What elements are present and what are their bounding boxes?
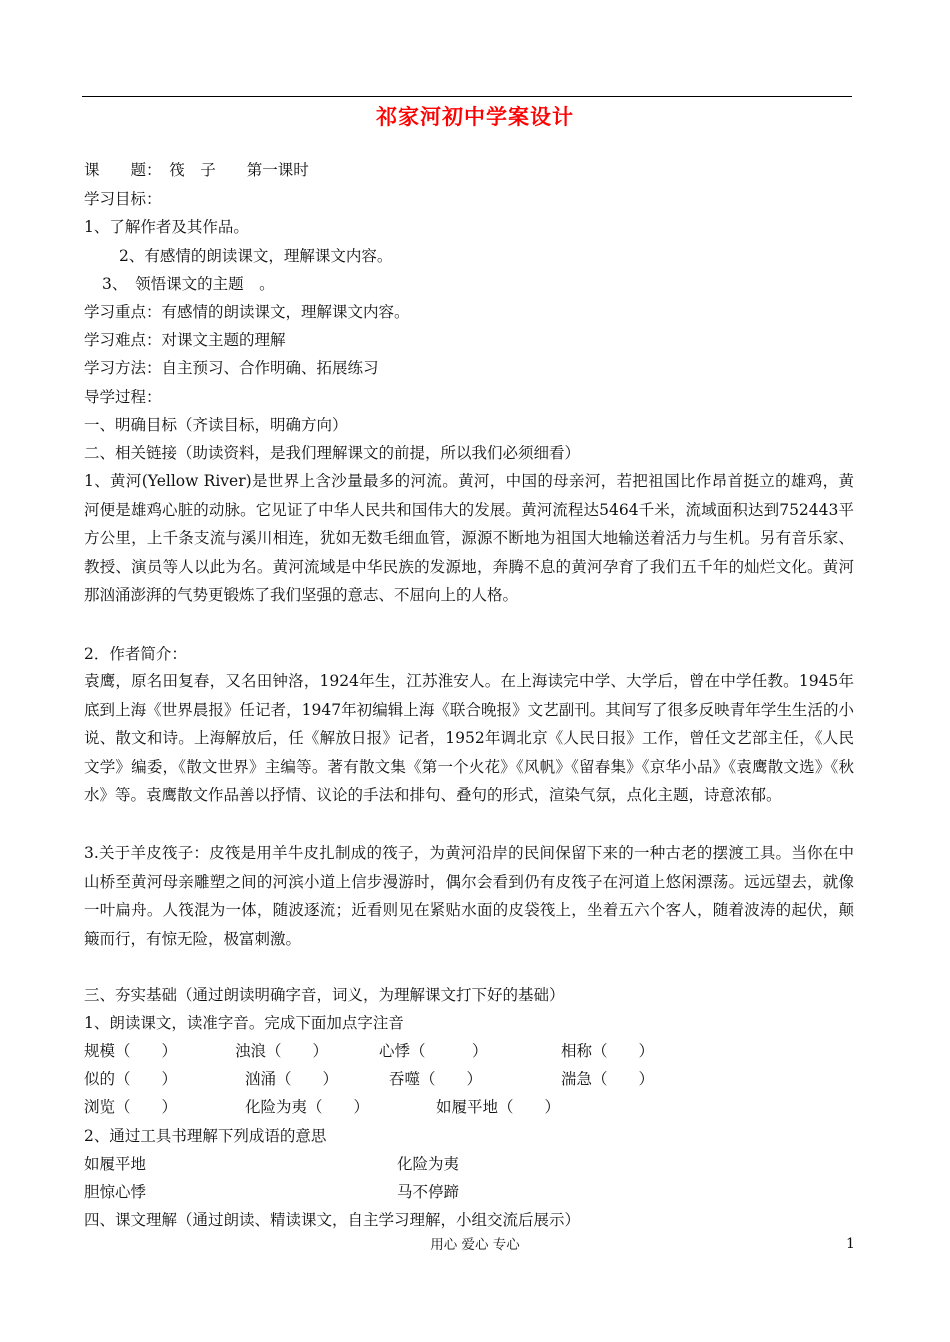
- page-number: 1: [846, 1236, 855, 1252]
- idiom-item: 化险为夷: [397, 1155, 460, 1173]
- pinyin-item: 规模（ ）: [84, 1042, 178, 1060]
- task-1: 1、朗读课文，读准字音。完成下面加点字注音: [84, 1014, 404, 1032]
- difficulty: 学习难点：对课文主题的理解: [84, 331, 286, 349]
- raft-paragraph: 3.关于羊皮筏子：皮筏是用羊牛皮扎制成的筏子，为黄河沿岸的民间保留下来的一种古老的摆渡工具。当你在中山桥至黄河母亲雕塑之间的河滨小道上信步漫游时，偶尔会看到仍有皮筏子在河道上悠闲漂荡。远远望去，就像一叶扁舟。人筏混为一体，随波逐流；近看则见在紧贴水面的皮袋筏上，坐着五六个客人，随着波涛的起伏，颠簸而行，有惊无险，极富刺激。: [84, 844, 854, 948]
- pinyin-item: 心悸（ ）: [379, 1042, 488, 1060]
- idiom-row: [84, 1154, 854, 1174]
- lesson-line: 课 题： 筏 子 第一课时: [84, 161, 309, 179]
- idiom-item: 如履平地: [84, 1155, 147, 1173]
- header-rule: [82, 96, 852, 97]
- pinyin-row: [84, 1041, 854, 1061]
- pinyin-item: 浊浪（ ）: [235, 1042, 329, 1060]
- task-2: 2、通过工具书理解下列成语的意思: [84, 1127, 327, 1145]
- section-2: 二、相关链接（助读资料，是我们理解课文的前提，所以我们必须细看）: [84, 444, 581, 462]
- idiom-item: 马不停蹄: [397, 1183, 460, 1201]
- pinyin-item: 吞噬（ ）: [389, 1070, 483, 1088]
- page-footer: 用心 爱心 专心: [430, 1237, 520, 1253]
- section-3: 三、夯实基础（通过朗读明确字音，词义，为理解课文打下好的基础）: [84, 986, 565, 1004]
- section-4: 四、课文理解（通过朗读、精读课文，自主学习理解，小组交流后展示）: [84, 1211, 581, 1229]
- section-1: 一、明确目标（齐读目标，明确方向）: [84, 416, 348, 434]
- pinyin-item: 汹涌（ ）: [245, 1070, 339, 1088]
- author-heading: 2．作者简介：: [84, 645, 187, 663]
- author-paragraph: 袁鹰，原名田复春，又名田钟洛，1924年生，江苏淮安人。在上海读完中学、大学后，曾在中学任教。1945年底到上海《世界晨报》任记者，1947年初编辑上海《联合晚报》文艺副刊。其间写了很多反映青年学生生活的小说、散文和诗。上海解放后，任《解放日报》记者，1952年调北京《人民日报》工作，曾任文艺部主任，《人民文学》编委，《散文世界》主编等。著有散文集《第一个火花》《风帆》《留春集》《京华小品》《袁鹰散文选》《秋水》等。袁鹰散文作品善以抒情、议论的手法和排句、叠句的形式，渲染气氛，点化主题，诗意浓郁。: [84, 672, 854, 805]
- goals-heading: 学习目标：: [84, 190, 162, 208]
- goal-3: 3、 领悟课文的主题 。: [102, 275, 275, 293]
- process-heading: 导学过程：: [84, 388, 162, 406]
- goal-2: 2、有感情的朗读课文，理解课文内容。: [119, 247, 393, 265]
- key-point: 学习重点：有感情的朗读课文，理解课文内容。: [84, 303, 410, 321]
- pinyin-row: [84, 1069, 854, 1089]
- method: 学习方法：自主预习、合作明确、拓展练习: [84, 359, 379, 377]
- pinyin-item: 似的（ ）: [84, 1070, 178, 1088]
- pinyin-item: 相称（ ）: [561, 1042, 655, 1060]
- pinyin-item: 浏览（ ）: [84, 1098, 178, 1116]
- goal-1: 1、了解作者及其作品。: [84, 218, 249, 236]
- page-title: 祁家河初中学案设计: [376, 105, 574, 129]
- idiom-item: 胆惊心悸: [84, 1183, 147, 1201]
- idiom-row: [84, 1182, 854, 1202]
- pinyin-row: [84, 1097, 854, 1117]
- pinyin-item: 湍急（ ）: [561, 1070, 655, 1088]
- pinyin-item: 化险为夷（ ）: [245, 1098, 370, 1116]
- yellow-river-paragraph: 1、黄河(Yellow River)是世界上含沙量最多的河流。黄河，中国的母亲河，若把祖国比作昂首挺立的雄鸡，黄河便是雄鸡心脏的动脉。它见证了中华人民共和国伟大的发展。黄河流程达5464千米，流域面积达到752443平方公里，上千条支流与溪川相连，犹如无数毛细血管，源源不断地为祖国大地输送着活力与生机。另有音乐家、教授、演员等人以此为名。黄河流域是中华民族的发源地，奔腾不息的黄河孕育了我们五千年的灿烂文化。黄河那汹涌澎湃的气势更锻炼了我们坚强的意志、不屈向上的人格。: [84, 472, 854, 605]
- pinyin-item: 如履平地（ ）: [436, 1098, 561, 1116]
